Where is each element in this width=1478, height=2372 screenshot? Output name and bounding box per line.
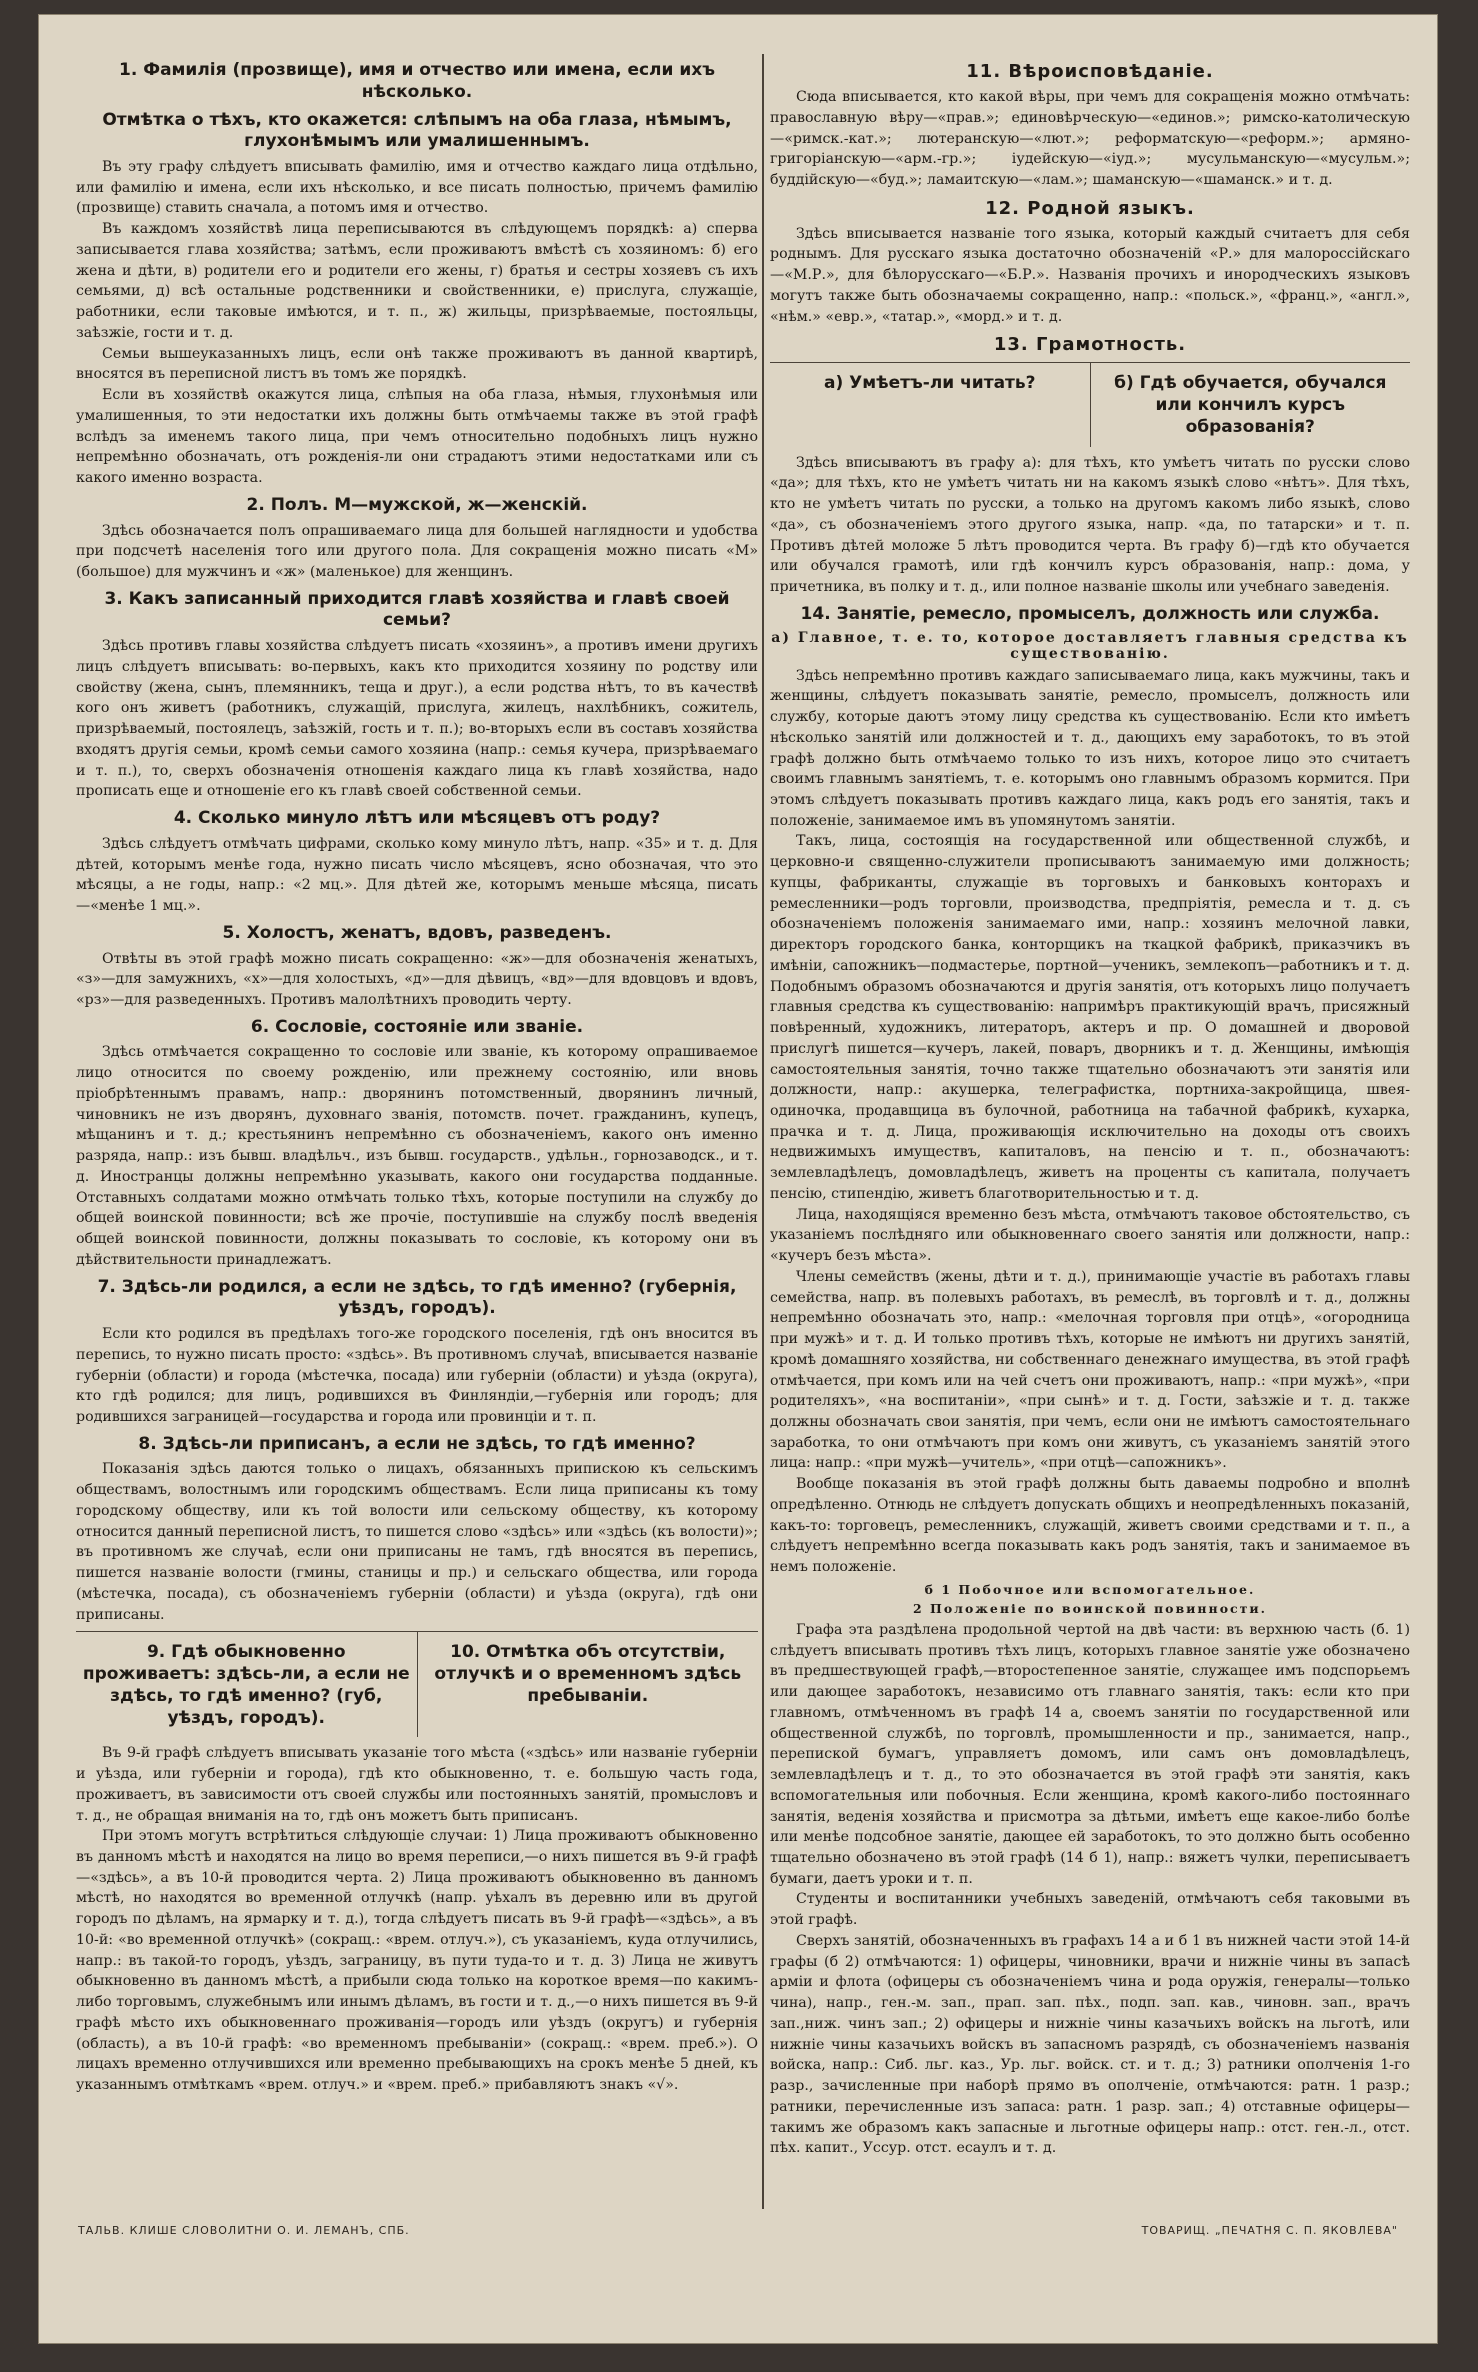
section-14-paragraph: Вообще показанія въ этой графѣ должны быть даваемы подробно и вполнѣ опредѣленно. Отнюдь не слѣдуетъ допускать общихъ и неопредѣленныхъ показаній, какъ-то: торговецъ, ремесленникъ, служащій, живетъ своими средствами и т. п., а слѣдуетъ непремѣнно всегда показывать какъ родъ занятія, такъ и занимаемое въ немъ положеніе.	[770, 1476, 1410, 1576]
section-7-paragraph: Если кто родился въ предѣлахъ того-же городского поселенія, гдѣ онъ вносится въ перепись, то нужно писать просто: «здѣсь». Въ противномъ случаѣ, вписывается названіе губерніи (области) и города (мѣстечка, посада) или губерніи (области) и уѣзда (округа), кто гдѣ родился; для лицъ, родившихся въ Финляндіи,—губернія или городъ; для родившихся заграницей—государства и города или провинціи и т. п.	[76, 1326, 758, 1425]
section-2-title: 2. Полъ. М—мужской, ж—женскій.	[246, 494, 588, 515]
section-5-paragraph: Отвѣты въ этой графѣ можно писать сокращенно: «ж»—для обозначенія женатыхъ, «з»—для замужнихъ, «х»—для холостыхъ, «д»—для дѣвицъ, «вд»—для вдовцовъ и вдовъ, «рз»—для разведенныхъ. Противъ малолѣтнихъ проводить черту.	[76, 950, 758, 1008]
section-3-paragraph: Здѣсь противъ главы хозяйства слѣдуетъ писать «хозяинъ», а противъ имени другихъ лицъ слѣдуетъ вписывать: во-первыхъ, какъ кто приходится хозяину по родству или свойству (жена, сынъ, племянникъ, теща и друг.), а если родства нѣтъ, то въ качествѣ кого онъ живетъ (работникъ, служащій, прислуга, жилецъ, нахлѣбникъ, сожитель, призрѣваемый, постоялецъ, заѣзжій, гость и т. п.); во-вторыхъ если въ составъ хозяйства входятъ другія семьи, кромѣ семьи самого хозяина (напр.: семья кучера, призрѣваемаго и т. п.), то, сверхъ обозначенія отношенія каждаго лица къ главѣ хозяйства, надо прописать еще и отношеніе его къ главѣ своей собственной семьи.	[76, 638, 758, 800]
census-instruction-sheet	[38, 14, 1438, 2344]
section-14-paragraph: Графа эта раздѣлена продольной чертой на двѣ части: въ верхнюю часть (б. 1) слѣдуетъ вписывать противъ тѣхъ лицъ, которыхъ главное занятіе уже обозначено въ предшествующей графѣ,—второстепенное занятіе, служащее имъ подспорьемъ или дающее заработокъ, независимо отъ главнаго занятія, такъ: если кто при главномъ, отмѣченномъ въ графѣ 14 а, своемъ занятіи по государственной или общественной службѣ, по торговлѣ, промышленности и пр., занимается, напр., перепиской бумагъ, управляетъ домомъ, или самъ онъ домовладѣлецъ, землевладѣлецъ и т. д., то это обозначается въ этой графѣ эти занятія, какъ вспомогательныя или побочныя. Если женщина, кромѣ какого-либо постояннаго занятія, веденія хозяйства и присмотра за дѣтьми, имѣетъ еще какое-либо болѣе или менѣе подсобное занятіе, дающее ей заработокъ, то это должно быть особенно тщательно обозначено въ этой графѣ (14 б 1), напр.: вяжетъ чулки, переписываетъ бумаги, даетъ уроки и т. п.	[770, 1621, 1410, 1887]
section-14-paragraph: Лица, находящіяся временно безъ мѣста, отмѣчаютъ таковое обстоятельство, съ указаніемъ послѣдняго или обыкновеннаго своего занятія или должности, напр.: «кучеръ безъ мѣста».	[770, 1206, 1410, 1265]
column-divider	[762, 54, 764, 2209]
section-13-subheader	[770, 362, 1410, 446]
section-1-title: 1. Фамилія (прозвище), имя и отчество или имена, если ихъ нѣсколько.	[119, 60, 715, 102]
section-14-paragraph: Сверхъ занятій, обозначенныхъ въ графахъ 14 а и б 1 въ нижней части этой 14-й графы (б 2) отмѣчаются: 1) офицеры, чиновники, врачи и нижніе чины въ запасѣ арміи и флота (офицеры съ обозначеніемъ чина и рода оружія, генералы—только чина), напр., ген.-м. зап., прап. зап. пѣх., подп. зап. кав., чиновн. зап., врачъ зап.,ниж. чинъ зап.; 2) офицеры и нижніе чины казачьихъ войскъ на льготѣ, или нижніе чины казачьихъ войскъ въ запасномъ разрядѣ, съ обозначеніемъ названія войска, напр.: Сиб. льг. каз., Ур. льг. войск. ст. и т. д.; 3) ратники ополченія 1-го разр., зачисленные при наборѣ прямо въ ополченіе, отмѣчаются: ратн. 1 разр.; ратники, перечисленные изъ запаса: ратн. 1 разр. зап.; 4) отставные офицеры—такимъ же образомъ какъ запасные и льготные офицеры напр.: отст. ген.-л., отст. пѣх. капит., Уссур. отст. есаулъ и т. д.	[770, 1932, 1410, 2157]
section-11-paragraph: Сюда вписывается, кто какой вѣры, при чемъ для сокращенія можно отмѣчать: православную вѣру—«прав.»; единовѣрческую—«единов.»; римско-католическую—«римск.-кат.»; лютеранскую—«лют.»; реформатскую—«реформ.»; армяно-григоріанскую—«арм.-гр.»; іудейскую—«іуд.»; мусульманскую—«мусульм.»; буддійскую—«буд.»; ламаитскую—«лам.»; шаманскую—«шаманск.» и т. д.	[770, 89, 1410, 188]
right-column	[770, 54, 1410, 2209]
left-column	[76, 54, 758, 2209]
section-9-paragraph: При этомъ могутъ встрѣтиться слѣдующіе случаи: 1) Лица проживаютъ обыкновенно въ данномъ мѣстѣ и находятся на лицо во время переписи,—о нихъ пишется въ 9-й графѣ—«здѣсь», а въ 10-й проводится черта. 2) Лица проживаютъ обыкновенно въ данномъ мѣстѣ, но находятся во временной отлучкѣ (напр. уѣхалъ въ деревню или въ другой городъ по дѣламъ, на ярмарку и т. д.), тогда слѣдуетъ писать въ 9-й графѣ—«здѣсь», а въ 10-й: «во временной отлучкѣ» (сокращ.: «врем. отлуч.»), съ указаніемъ, куда отлучились, напр.: въ такой-то городъ, уѣздъ, заграницу, въ пути туда-то и т. д. 3) Лица не живутъ обыкновенно въ данномъ мѣстѣ, а прибыли сюда только на короткое время—по какимъ-либо торговымъ, служебнымъ или инымъ дѣламъ, въ гости и т. д.,—о нихъ пишется въ 9-й графѣ мѣсто ихъ обыкновеннаго проживанія—городъ или уѣздъ (округъ) и губернія (область), а въ 10-й графѣ: «во временномъ пребываніи» (сокращ.: «врем. преб.»). О лицахъ временно отлучившихся или временно пребывающихъ на срокъ менѣе 5 дней, къ указаннымъ отмѣткамъ «врем. отлуч.» и «врем. преб.» прибавляютъ знакъ «√».	[76, 1828, 758, 2094]
section-4-paragraph: Здѣсь слѣдуетъ отмѣчать цифрами, сколько кому минуло лѣтъ, напр. «35» и т. д. Для дѣтей, которымъ менѣе года, нужно писать число мѣсяцевъ, ясно обозначая, что это мѣсяцы, а не годы, напр.: «2 мц.». Для дѣтей же, которымъ меньше мѣсяца, писать—«менѣе 1 мц.».	[76, 835, 758, 915]
section-12-paragraph: Здѣсь вписывается названіе того языка, который каждый считаетъ для себя роднымъ. Для русскаго языка достаточно обозначеній «Р.» для малороссійскаго—«М.Р.», для бѣлорусскаго—«Б.Р.». Названія прочихъ и инородческихъ языковъ могутъ также быть обозначаемы сокращенно, напр.: «польск.», «франц.», «англ.», «нѣм.» «евр.», «татар.», «морд.» и т. д.	[770, 225, 1410, 325]
section-2-paragraph: Здѣсь обозначается полъ опрашиваемаго лица для большей наглядности и удобства при подсчетѣ населенія того или другого пола. Для сокращенія можно писать «М» (большое) для мужчинъ и «ж» (маленькое) для женщинъ.	[76, 522, 758, 580]
section-3-title: 3. Какъ записанный приходится главѣ хозяйства и главѣ своей семьи?	[104, 588, 730, 631]
section-9-header-cell	[76, 1632, 417, 1737]
section-10-title: 10. Отмѣтка объ отсутствіи, отлучкѣ и о временномъ здѣсь пребываніи.	[434, 1642, 742, 1706]
section-13b-title: б) Гдѣ обучается, обучался или кончилъ курсъ образованія?	[1114, 373, 1387, 437]
section-9-10-header	[76, 1631, 758, 1737]
section-14a-subtitle: а) Главное, т. е. то, которое доставляетъ главныя средства къ существованію.	[771, 629, 1409, 662]
section-11-title: 11. Вѣроисповѣданіе.	[966, 61, 1214, 82]
printer-credit-left: ТАЛЬВ. КЛИШЕ СЛОВОЛИТНИ О. И. ЛЕМАНЪ, СПБ.	[78, 2224, 410, 2237]
section-13a-cell	[770, 363, 1090, 446]
section-13-paragraph: Здѣсь вписываютъ въ графу а): для тѣхъ, кто умѣетъ читать по русски слово «да»; для тѣхъ, кто не умѣетъ читать ни на какомъ языкѣ слово «нѣтъ». Для тѣхъ, кто не умѣетъ читать по русски, а только на другомъ какомъ либо языкѣ, слово «да», съ обозначеніемъ этого другого языка, напр. «да, по татарски» и т. п. Противъ дѣтей моложе 5 лѣтъ проводится черта. Въ графу б)—гдѣ кто обучается или обучался грамотѣ, или гдѣ кончилъ курсъ образованія, напр.: дома, у причетника, въ полку и т. д., или полное названіе школы или учебнаго заведенія.	[770, 454, 1410, 596]
section-1-subtitle: Отмѣтка о тѣхъ, кто окажется: слѣпымъ на оба глаза, нѣмымъ, глухонѣмымъ или умалишеннымъ.	[102, 109, 732, 152]
section-10-header-cell	[417, 1632, 759, 1737]
section-6-title: 6. Сословіе, состояніе или званіе.	[250, 1016, 584, 1037]
section-9-title: 9. Гдѣ обыкновенно проживаетъ: здѣсь-ли, а если не здѣсь, то гдѣ именно? (губ, уѣздъ, городъ).	[82, 1642, 410, 1728]
section-14-paragraph: Такъ, лица, состоящія на государственной или общественной службѣ, и церковно-и священно-служители прописываютъ занимаемую ими должность; купцы, фабриканты, служащіе въ торговыхъ и банковыхъ конторахъ и ремесленники—родъ торговли, производства, предпріятія, ремесла и т. д. съ обозначеніемъ положенія занимаемаго ими, напр.: хозяинъ мелочной лавки, директоръ городского банка, конторщикъ на ткацкой фабрикѣ, приказчикъ въ имѣніи, сапожникъ—подмастерье, портной—ученикъ, землекопъ—работникъ и т. д. Подобнымъ образомъ обозначаются и другія занятія, отъ которыхъ лицо получаетъ главныя средства къ существованію: напримѣръ практикующій врачъ, присяжный повѣренный, художникъ, литераторъ, актеръ и пр. О домашней и дворовой прислугѣ пишется—кучеръ, лакей, поваръ, дворникъ и т. д. Женщины, имѣющія самостоятельныя занятія, точно также тщательно обозначаютъ эти занятія или должности, напр.: акушерка, телеграфистка, портниха-закройщица, швея-одиночка, продавщица въ булочной, работница на табачной фабрикѣ, кухарка, прачка и т. д. Лица, проживающія исключительно на доходы отъ своихъ недвижимыхъ имуществъ, капиталовъ, на пенсію и т. п., обозначаютъ: землевладѣлецъ, домовладѣлецъ, живетъ на проценты съ капитала, получаетъ пенсію, стипендію, живетъ благотворительностью и т. д.	[770, 833, 1410, 1202]
section-14-paragraph: Здѣсь непремѣнно противъ каждаго записываемаго лица, какъ мужчины, такъ и женщины, слѣдуетъ показывать занятіе, ремесло, промыселъ, должность или службу, которые даютъ этому лицу средства къ существованію. Если кто имѣетъ нѣсколько занятій или должностей и т. д., дающихъ ему заработокъ, то въ этой графѣ должно быть отмѣчаемо только то изъ нихъ, которое лицо это считаетъ своимъ главнымъ занятіемъ, т. е. которымъ оно главнымъ образомъ кормится. При этомъ слѣдуетъ показывать противъ каждаго лица, какъ родъ его занятія, такъ и положеніе, занимаемое имъ въ упомянутомъ занятіи.	[770, 667, 1410, 829]
section-6-paragraph: Здѣсь отмѣчается сокращенно то сословіе или званіе, къ которому опрашиваемое лицо относится по своему рожденію, или прежнему состоянію, или вновь пріобрѣтеннымъ правамъ, напр.: дворянинъ потомственный, дворянинъ личный, чиновникъ не изъ дворянъ, духовнаго званія, потомств. почет. гражданинъ, купецъ, мѣщанинъ и т. д.; крестьянинъ непремѣнно съ обозначеніемъ, какого онъ именно разряда, напр.: изъ бывш. владѣльч., изъ бывш. государств., удѣльн., горнозаводск., и т. д. Иностранцы должны непремѣнно указывать, какого они государства подданные. Отставныхъ солдатами можно отмѣчать только тѣхъ, которые поступили на службу до общей воинской повинности; всѣ же прочіе, поступившіе на службу послѣ введенія общей воинской повинности, должны показывать то сословіе, къ которому они въ дѣйствительности принадлежатъ.	[76, 1044, 758, 1268]
section-1-paragraph: Въ эту графу слѣдуетъ вписывать фамилію, имя и отчество каждаго лица отдѣльно, или фамилію и имена, если ихъ нѣсколько, и все писать полностью, причемъ фамилію (прозвище) ставить сначала, а потомъ имя и отчество.	[76, 159, 758, 217]
section-5-title: 5. Холостъ, женатъ, вдовъ, разведенъ.	[222, 922, 612, 943]
section-12-title: 12. Родной языкъ.	[985, 197, 1195, 219]
section-13a-title: а) Умѣетъ-ли читать?	[823, 373, 1036, 394]
printer-credit-right: ТОВАРИЩ. „ПЕЧАТНЯ С. П. ЯКОВЛЕВА"	[1141, 2224, 1398, 2237]
section-1-paragraph: Въ каждомъ хозяйствѣ лица переписываются въ слѣдующемъ порядкѣ: а) сперва записывается глава хозяйства; затѣмъ, если проживаютъ вмѣстѣ съ хозяиномъ: б) его жена и дѣти, в) родители его и родители его жены, г) братья и сестры хозяевъ съ ихъ семьями, д) всѣ остальные родственники и свойственники, е) прислуга, служащіе, работники, если таковые имѣются, и т. п., ж) жильцы, призрѣваемые, постояльцы, заѣзжіе, гости и т. д.	[76, 221, 758, 341]
section-14b1-subtitle: б 1 Побочное или вспомогательное.	[924, 1581, 1256, 1597]
section-7-title: 7. Здѣсь-ли родился, а если не здѣсь, то гдѣ именно? (губернія, уѣздъ, городъ).	[97, 1276, 737, 1319]
section-13b-cell	[1090, 363, 1411, 446]
section-14-title: 14. Занятіе, ремесло, промыселъ, должность или служба.	[800, 603, 1380, 624]
section-14b2-subtitle: 2 Положеніе по воинской повинности.	[912, 1600, 1268, 1616]
section-8-title: 8. Здѣсь-ли приписанъ, а если не здѣсь, то гдѣ именно?	[138, 1433, 696, 1454]
section-1-paragraph: Если въ хозяйствѣ окажутся лица, слѣпыя на оба глаза, нѣмыя, глухонѣмыя или умалишенныя, то эти недостатки ихъ должны быть отмѣчаемы также въ этой графѣ вслѣдъ за именемъ такого лица, при чемъ относительно подобныхъ лицъ нужно непремѣнно обозначать, отъ рожденія-ли они страдаютъ этими недостатками или съ какого именно возраста.	[76, 387, 758, 487]
section-8-paragraph: Показанія здѣсь даются только о лицахъ, обязанныхъ припискою къ сельскимъ обществамъ, волостнымъ или городскимъ обществамъ. Если лица приписаны къ тому городскому обществу, или къ той волости или сельскому обществу, къ которому относится данный переписной листъ, то пишется слово «здѣсь» или «здѣсь (къ волости)»; въ противномъ же случаѣ, если они приписаны не тамъ, гдѣ вносятся въ перепись, пишется названіе волости (гмины, станицы и пр.) и сельскаго общества, или города (мѣстечка, посада), съ обозначеніемъ губерніи (области) и уѣзда (округа), гдѣ они приписаны.	[76, 1461, 758, 1623]
section-4-title: 4. Сколько минуло лѣтъ или мѣсяцевъ отъ роду?	[173, 808, 661, 829]
section-13-title: 13. Грамотность.	[993, 334, 1187, 356]
section-14-paragraph: Члены семействъ (жены, дѣти и т. д.), принимающіе участіе въ работахъ главы семейства, напр. въ полевыхъ работахъ, въ ремеслѣ, въ торговлѣ и т. д., должны непремѣнно обозначать это, напр.: «мелочная торговля при отцѣ», «огородница при мужѣ» и т. д. И только противъ тѣхъ, которые не имѣютъ ни другихъ занятій, кромѣ домашняго хозяйства, ни собственнаго денежнаго имущества, въ этой графѣ отмѣчается, при комъ или на чей счетъ они проживаютъ, напр.: «при мужѣ», «при родителяхъ», «на воспитаніи», «при сынѣ» и т. д. Гости, заѣзжіе и т. д. также должны обозначать свои занятія, при чемъ, если они не имѣютъ самостоятельнаго заработка, то они отмѣчаютъ при комъ они живутъ, съ указаніемъ занятій этого лица: напр.: «при мужѣ—учитель», «при отцѣ—сапожникъ».	[770, 1268, 1410, 1472]
section-9-paragraph: Въ 9-й графѣ слѣдуетъ вписывать указаніе того мѣста («здѣсь» или названіе губерніи и уѣзда, или губерніи и города), гдѣ кто обыкновенно, т. е. большую часть года, проживаетъ, въ зависимости отъ своей службы или постоянныхъ занятій, промысловъ и т. д., не обращая вниманія на то, гдѣ онъ можетъ быть приписанъ.	[76, 1745, 758, 1824]
section-1-paragraph: Семьи вышеуказанныхъ лицъ, если онѣ также проживаютъ въ данной квартирѣ, вносятся въ переписной листъ въ томъ же порядкѣ.	[76, 345, 758, 383]
section-14-paragraph: Студенты и воспитанники учебныхъ заведеній, отмѣчаютъ себя таковыми въ этой графѣ.	[770, 1891, 1410, 1929]
